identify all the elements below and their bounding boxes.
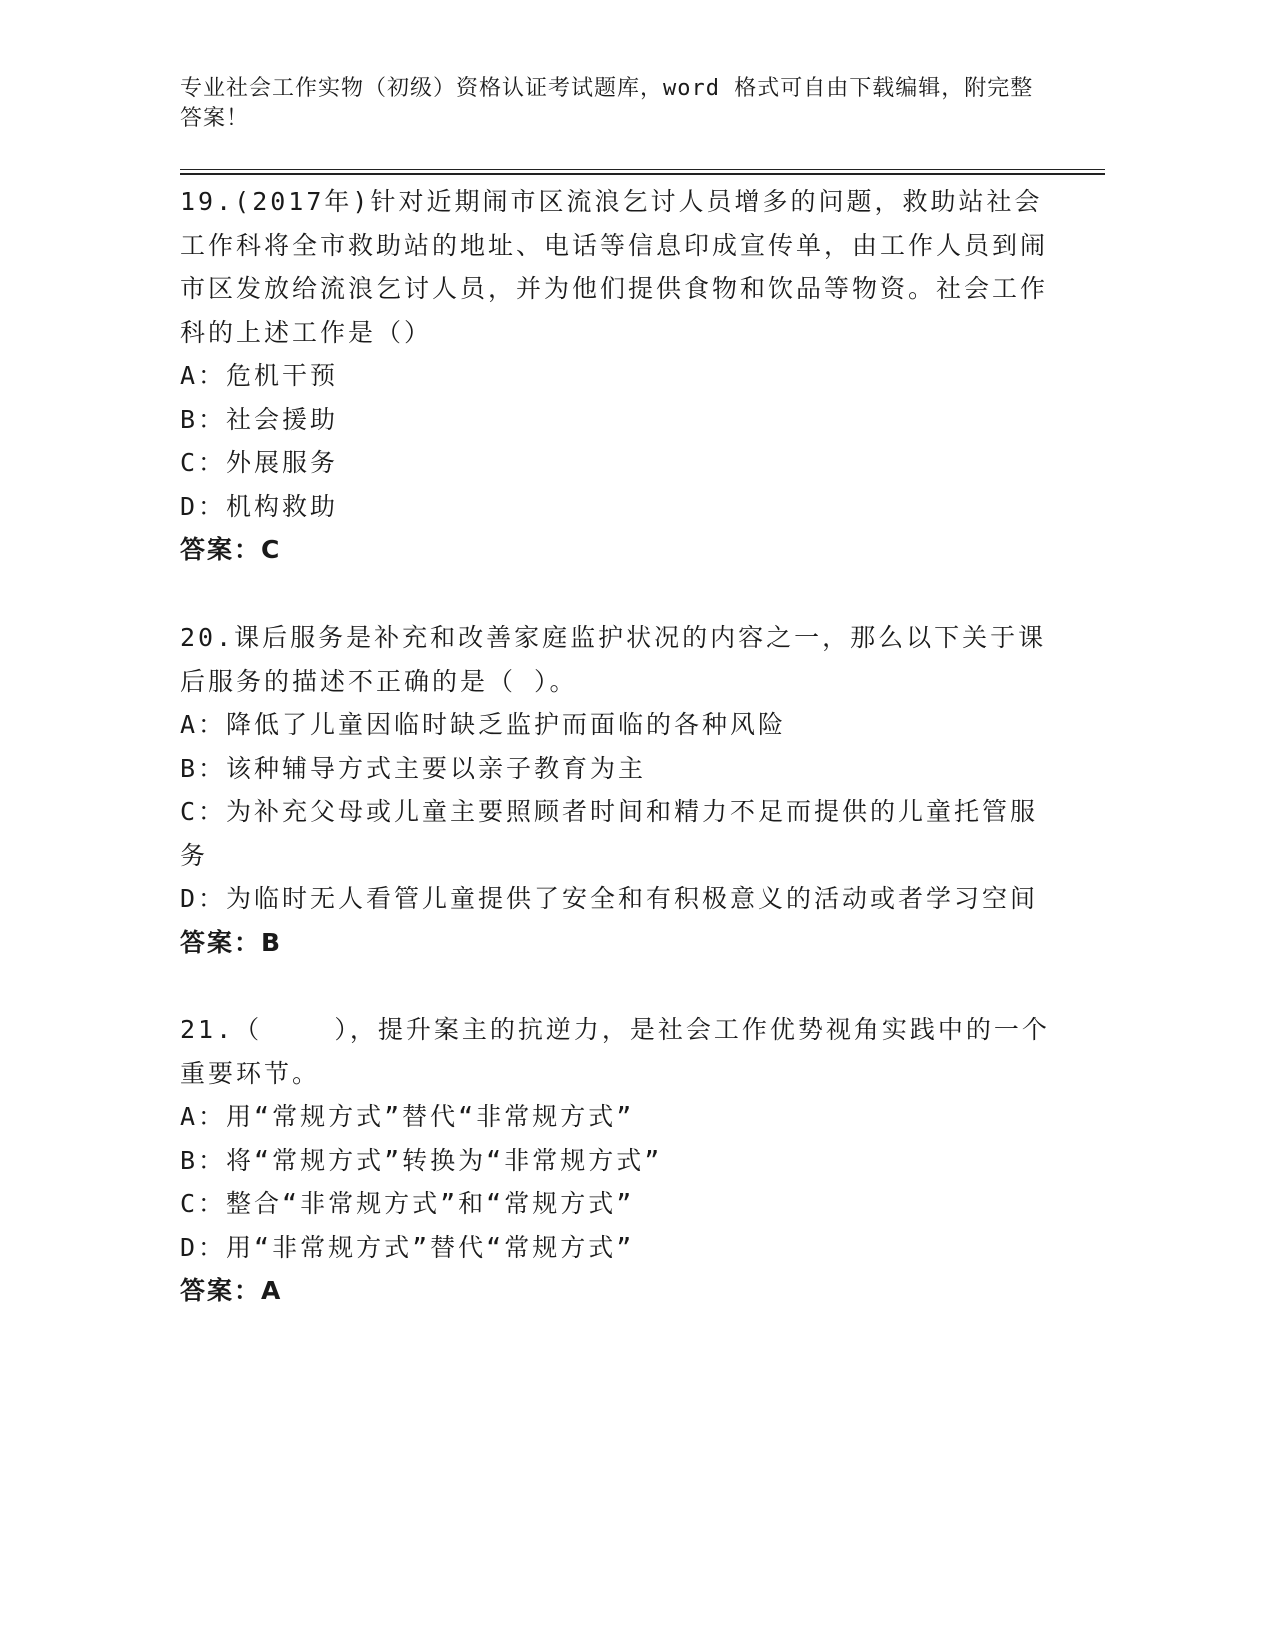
option-d: D：机构救助 — [180, 491, 339, 521]
question-text: 19.(2017年)针对近期闹市区流浪乞讨人员增多的问题，救助站社会工作科将全市救助站的地址、电话等信息印成宣传单，由工作人员到闹市区发放给流浪乞讨人员，并为他们提供食物和饮品等物资。社会工作科的上述工作是（） — [180, 187, 1049, 347]
option-a: A：危机干预 — [180, 361, 339, 390]
option-d: D：用“非常规方式”替代“常规方式” — [180, 1232, 635, 1262]
header-divider-top — [180, 169, 1105, 170]
question-20 — [180, 616, 1060, 964]
option-b: B：将“常规方式”转换为“非常规方式” — [180, 1145, 663, 1175]
option-b: B：该种辅导方式主要以亲子教育为主 — [180, 753, 647, 783]
option-c: C：外展服务 — [180, 448, 339, 477]
option-c: C：为补充父母或儿童主要照顾者时间和精力不足而提供的儿童托管服务 — [180, 797, 1039, 870]
option-c: C：整合“非常规方式”和“常规方式” — [180, 1189, 635, 1218]
answer-label: 答案：C — [180, 535, 282, 564]
option-d: D：为临时无人看管儿童提供了安全和有积极意义的活动或者学习空间 — [180, 884, 1039, 913]
question-21 — [180, 1008, 1060, 1313]
document-header: 专业社会工作实物（初级）资格认证考试题库，word 格式可自由下载编辑，附完整答案！ — [180, 76, 1034, 131]
option-a: A：降低了儿童因临时缺乏监护而面临的各种风险 — [180, 710, 787, 739]
question-text: 20.课后服务是补充和改善家庭监护状况的内容之一，那么以下关于课后服务的描述不正确的是（ ）。 — [180, 623, 1047, 696]
option-a: A：用“常规方式”替代“非常规方式” — [180, 1102, 635, 1131]
option-b: B：社会援助 — [180, 404, 339, 434]
answer-label: 答案：A — [180, 1276, 283, 1305]
header-divider-bottom — [180, 173, 1105, 175]
answer-label: 答案：B — [180, 927, 283, 957]
question-text: 21.（ ），提升案主的抗逆力，是社会工作优势视角实践中的一个重要环节。 — [180, 1015, 1050, 1088]
question-19 — [180, 180, 1060, 572]
